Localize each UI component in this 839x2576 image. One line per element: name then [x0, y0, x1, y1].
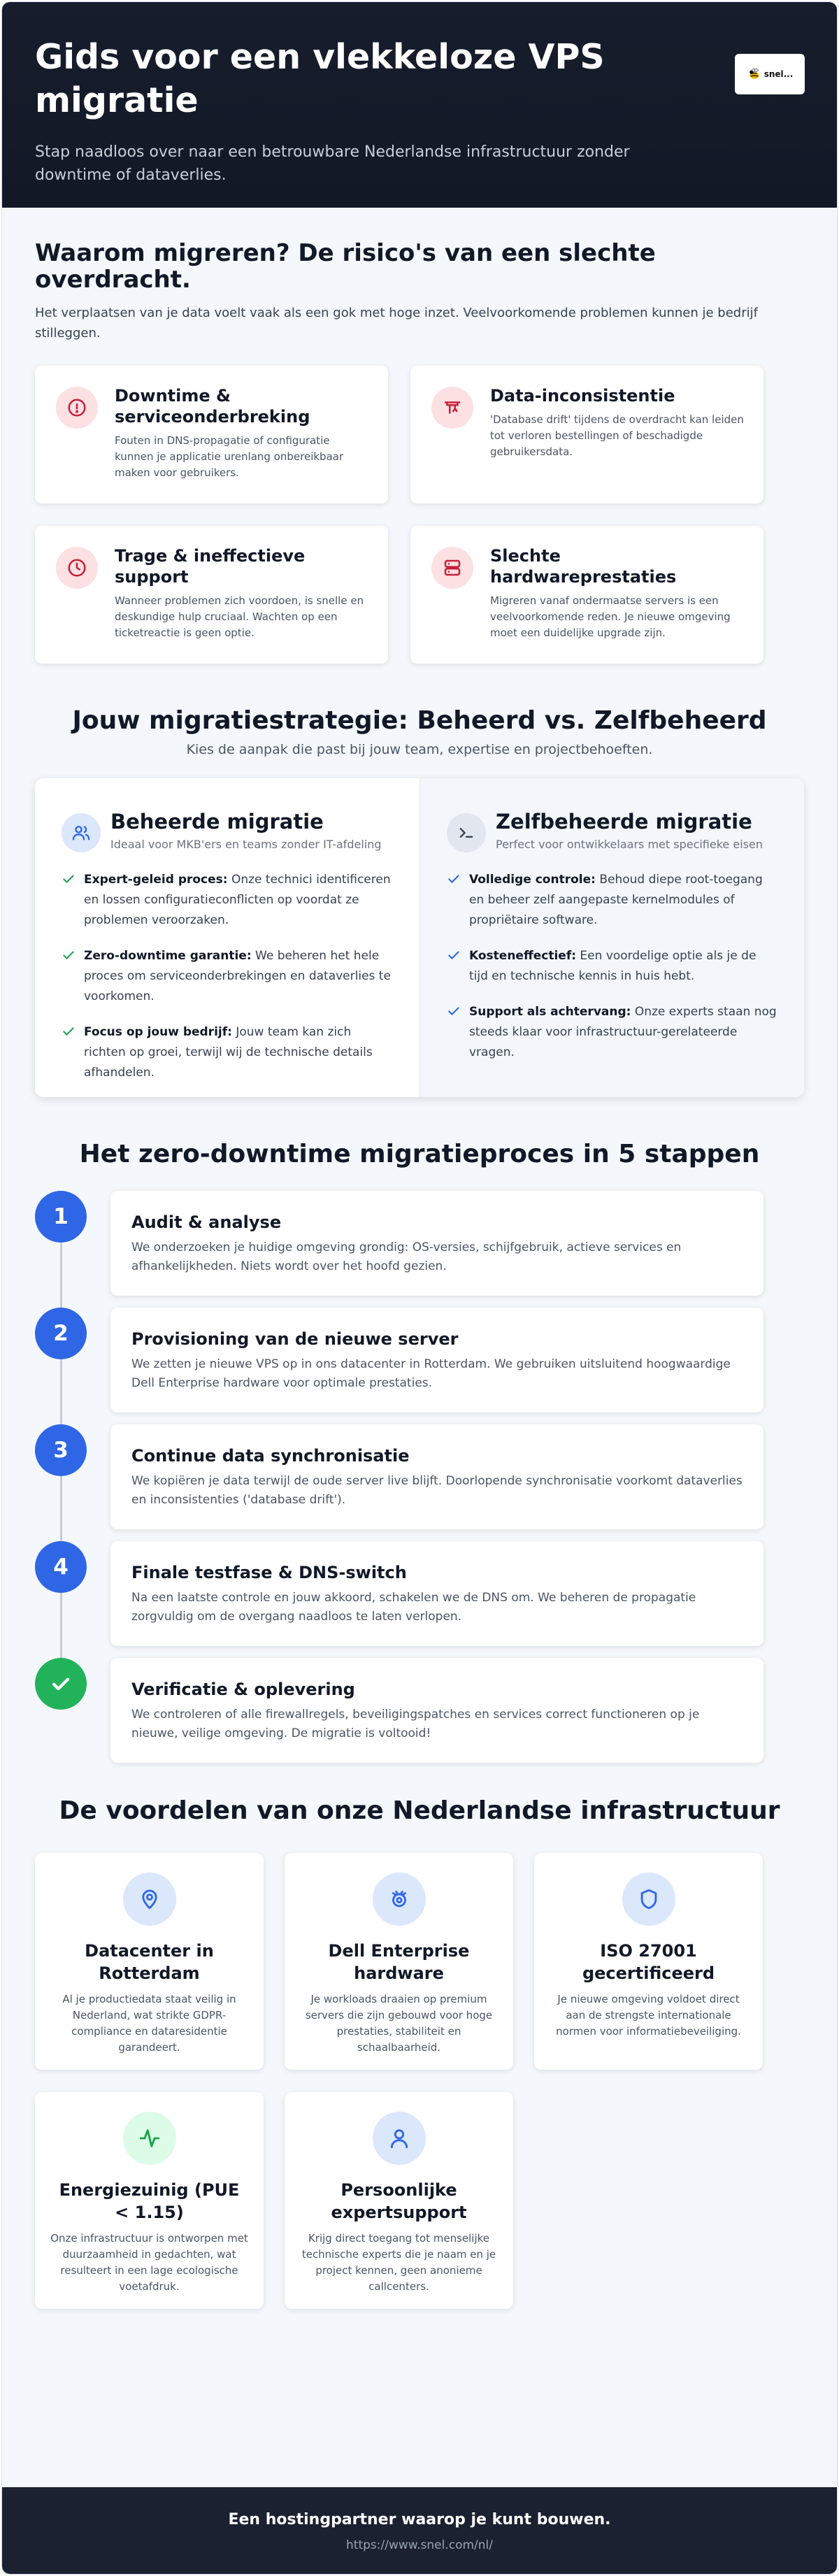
page-title: Gids voor een vlekkeloze VPS migratie	[35, 37, 605, 120]
benefit-card-datacenter	[35, 1853, 264, 2070]
step-title: Continue data synchronisatie	[131, 1446, 410, 1466]
process-step-5	[35, 1658, 804, 1775]
list-item	[62, 946, 393, 1007]
step-number: 2	[35, 1308, 87, 1359]
page-subtitle: Stap naadloos over naar een betrouwbare Nederlandse infrastructuur zonder downtime of dataverlies.	[35, 143, 630, 184]
point-label: Zero-downtime garantie:	[84, 949, 252, 963]
benefits-section	[2, 1775, 837, 2309]
risk-card-hardware	[410, 526, 763, 664]
point-body: Onze technici identificeren en lossen configuratieconflicten op voordat ze problemen veroorzaken.	[84, 873, 391, 927]
comparison-panel	[35, 778, 804, 1097]
footer-url-link[interactable]: https://www.snel.com/nl/	[346, 2538, 493, 2552]
checkmark-icon	[49, 1672, 73, 1696]
risk-title: Trage & ineffectieve support	[115, 546, 306, 587]
database-sync-icon	[431, 387, 473, 429]
strategy-subtitle: Kies de aanpak die past bij jouw team, expertise en projectbehoeften.	[186, 742, 653, 757]
check-icon	[62, 948, 76, 962]
point-label: Expert-geleid proces:	[84, 873, 228, 887]
point-body: Onze experts staan nog steeds klaar voor infrastructuur-gerelateerde vragen.	[469, 1005, 777, 1059]
step-complete	[35, 1658, 87, 1710]
benefit-card-support	[285, 2092, 513, 2309]
benefit-card-hardware	[285, 1853, 513, 2070]
list-item	[447, 946, 777, 987]
benefit-title: Datacenter in Rotterdam	[85, 1941, 214, 1983]
bee-logo-icon	[747, 66, 762, 82]
step-text: Na een laatste controle en jouw akkoord, schakelen we de DNS om. We beheren de propagatie zorgvuldig om de overgang naadloos te laten verlopen.	[131, 1591, 696, 1624]
selfmanaged-title: Zelfbeheerde migratie	[496, 810, 752, 833]
managed-desc: Ideaal voor MKB'ers en teams zonder IT-afdeling	[110, 838, 382, 851]
step-title: Verificatie & oplevering	[131, 1680, 355, 1699]
logo-text: snel...	[763, 69, 794, 79]
risks-lead: Het verplaatsen van je data voelt vaak als een gok met hoge inzet. Veelvoorkomende problemen kunnen je bedrijf stilleggen.	[35, 306, 758, 341]
risk-title: Data-inconsistentie	[490, 386, 675, 406]
risk-title: Slechte hardwareprestaties	[490, 546, 677, 587]
selfmanaged-points	[447, 870, 777, 1063]
terminal-icon	[447, 813, 486, 852]
process-step-2	[35, 1308, 804, 1424]
benefit-card-iso	[534, 1853, 763, 2070]
hero-header	[2, 2, 837, 208]
strategy-section	[2, 664, 837, 1097]
step-connector	[60, 1359, 62, 1424]
process-steps	[35, 1191, 804, 1775]
step-title: Provisioning van de nieuwe server	[131, 1329, 459, 1349]
risks-title: Waarom migreren? De risico's van een slechte overdracht.	[35, 239, 656, 294]
benefit-card-energy	[35, 2092, 264, 2309]
benefit-title: Energiezuinig (PUE < 1.15)	[59, 2180, 240, 2222]
server-icon	[431, 547, 473, 589]
process-step-4	[35, 1541, 804, 1658]
users-icon	[62, 813, 101, 852]
point-text	[469, 946, 777, 987]
clock-icon	[56, 547, 98, 589]
activity-icon	[123, 2112, 176, 2165]
benefit-text: Je nieuwe omgeving voldoet direct aan de strengste internationale normen voor informatiebeveiliging.	[556, 1993, 741, 2038]
managed-heading-text	[110, 809, 382, 853]
step-card	[110, 1541, 763, 1646]
process-section	[2, 1097, 837, 1775]
point-body: Jouw team kan zich richten op groei, terwijl wij de technische details afhandelen.	[84, 1025, 373, 1080]
step-title: Audit & analyse	[131, 1212, 282, 1232]
selfmanaged-desc: Perfect voor ontwikkelaars met specifieke eisen	[496, 838, 763, 851]
process-title: Het zero-downtime migratieproces in 5 stappen	[79, 1140, 760, 1168]
list-item	[447, 870, 777, 931]
risk-title: Downtime & serviceonderbreking	[115, 386, 310, 427]
list-item	[62, 1022, 393, 1083]
risk-text: Fouten in DNS-propagatie of configuratie kunnen je applicatie urenlang onbereikbaar maken voor gebruikers.	[115, 434, 344, 479]
managed-title: Beheerde migratie	[110, 810, 324, 833]
managed-header	[62, 809, 393, 853]
point-label: Focus op jouw bedrijf:	[84, 1025, 232, 1039]
selfmanaged-column	[420, 778, 804, 1097]
shield-icon	[622, 1873, 675, 1926]
point-text	[469, 1002, 777, 1063]
risk-grid	[35, 366, 804, 664]
process-step-1	[35, 1191, 804, 1308]
benefit-text: Krijg direct toegang tot menselijke technische experts die je naam en je project kennen, geen anonieme callcenters.	[301, 2232, 496, 2293]
process-step-3	[35, 1424, 804, 1541]
page	[1, 1, 838, 2575]
benefit-title: Dell Enterprise hardware	[328, 1941, 470, 1983]
point-label: Kosteneffectief:	[469, 949, 577, 963]
selfmanaged-heading-text	[496, 809, 763, 853]
point-body: We beheren het hele proces om serviceonderbrekingen en dataverlies te voorkomen.	[84, 949, 391, 1003]
risk-text: 'Database drift' tijdens de overdracht kan leiden tot verloren bestellingen of beschadigde gebruikersdata.	[490, 413, 744, 458]
managed-points	[62, 870, 393, 1083]
benefit-title: ISO 27001 gecertificeerd	[582, 1941, 715, 1983]
step-text: We controleren of alle firewallregels, beveiligingspatches en services correct functioneren op je nieuwe, veilige omgeving. De migratie is voltooid!	[131, 1708, 700, 1740]
risks-section	[2, 208, 837, 664]
step-connector	[60, 1476, 62, 1541]
user-icon	[373, 2112, 426, 2165]
risk-card-support	[35, 526, 388, 664]
footer	[2, 2487, 837, 2574]
check-icon	[62, 872, 76, 886]
point-body: Een voordelige optie als je de tijd en technische kennis in huis hebt.	[469, 949, 756, 983]
check-icon	[62, 1024, 76, 1038]
strategy-title: Jouw migratiestrategie: Beheerd vs. Zelfbeheerd	[72, 706, 767, 735]
point-text	[84, 1022, 393, 1083]
step-card	[110, 1191, 763, 1296]
point-body: Behoud diepe root-toegang en beheer zelf aangepaste kernelmodules of propriëtaire software.	[469, 873, 763, 927]
step-text: We kopiëren je data terwijl de oude server live blijft. Doorlopende synchronisatie voorkomt dataverlies en inconsistenties ('database drift').	[131, 1474, 743, 1507]
check-icon	[447, 872, 461, 886]
step-connector	[60, 1243, 62, 1308]
step-number: 3	[35, 1424, 87, 1476]
footer-tagline: Een hostingpartner waarop je kunt bouwen.	[228, 2511, 611, 2528]
risk-text: Migreren vanaf ondermaatse servers is een veelvoorkomende reden. Je nieuwe omgeving moet een duidelijke upgrade zijn.	[490, 594, 731, 639]
step-text: We zetten je nieuwe VPS op in ons datacenter in Rotterdam. We gebruiken uitsluitend hoogwaardige Dell Enterprise hardware voor optimale prestaties.	[131, 1357, 731, 1390]
step-title: Finale testfase & DNS-switch	[131, 1563, 407, 1582]
benefit-text: Al je productiedata staat veilig in Nederland, wat strikte GDPR-compliance en dataresidentie garandeert.	[62, 1993, 236, 2054]
benefit-text: Je workloads draaien op premium servers die zijn gebouwd voor hoge prestaties, stabiliteit en schaalbaarheid.	[305, 1993, 493, 2054]
step-card	[110, 1658, 763, 1763]
step-card	[110, 1424, 763, 1529]
benefits-grid	[35, 1853, 804, 2309]
benefit-text: Onze infrastructuur is ontworpen met duurzaamheid in gedachten, wat resulteert in een lage ecologische voetafdruk.	[50, 2232, 248, 2293]
point-label: Support als achtervang:	[469, 1005, 631, 1019]
step-text: We onderzoeken je huidige omgeving grondig: OS-versies, schijfgebruik, actieve services en afhankelijkheden. Niets wordt over het hoofd gezien.	[131, 1240, 682, 1273]
info-icon	[56, 387, 98, 429]
check-icon	[447, 1004, 461, 1018]
point-text	[84, 946, 393, 1007]
risk-card-downtime	[35, 366, 388, 503]
logo[interactable]	[735, 54, 805, 94]
risk-text: Wanneer problemen zich voordoen, is snelle en deskundige hulp cruciaal. Wachten op een ticketreactie is geen optie.	[115, 594, 364, 639]
managed-column	[35, 778, 420, 1097]
selfmanaged-header	[447, 809, 777, 853]
risk-card-data	[410, 366, 763, 503]
step-connector	[60, 1593, 62, 1658]
point-text	[469, 870, 777, 931]
benefits-title: De voordelen van onze Nederlandse infrastructuur	[59, 1796, 780, 1825]
step-number: 4	[35, 1541, 87, 1593]
check-icon	[447, 948, 461, 962]
point-label: Volledige controle:	[469, 873, 596, 887]
step-card	[110, 1308, 763, 1412]
list-item	[62, 870, 393, 931]
step-number: 1	[35, 1191, 87, 1243]
list-item	[447, 1002, 777, 1063]
point-text	[84, 870, 393, 931]
benefit-title: Persoonlijke expertsupport	[331, 2180, 467, 2222]
map-pin-icon	[123, 1873, 176, 1926]
gear-icon	[373, 1873, 426, 1926]
